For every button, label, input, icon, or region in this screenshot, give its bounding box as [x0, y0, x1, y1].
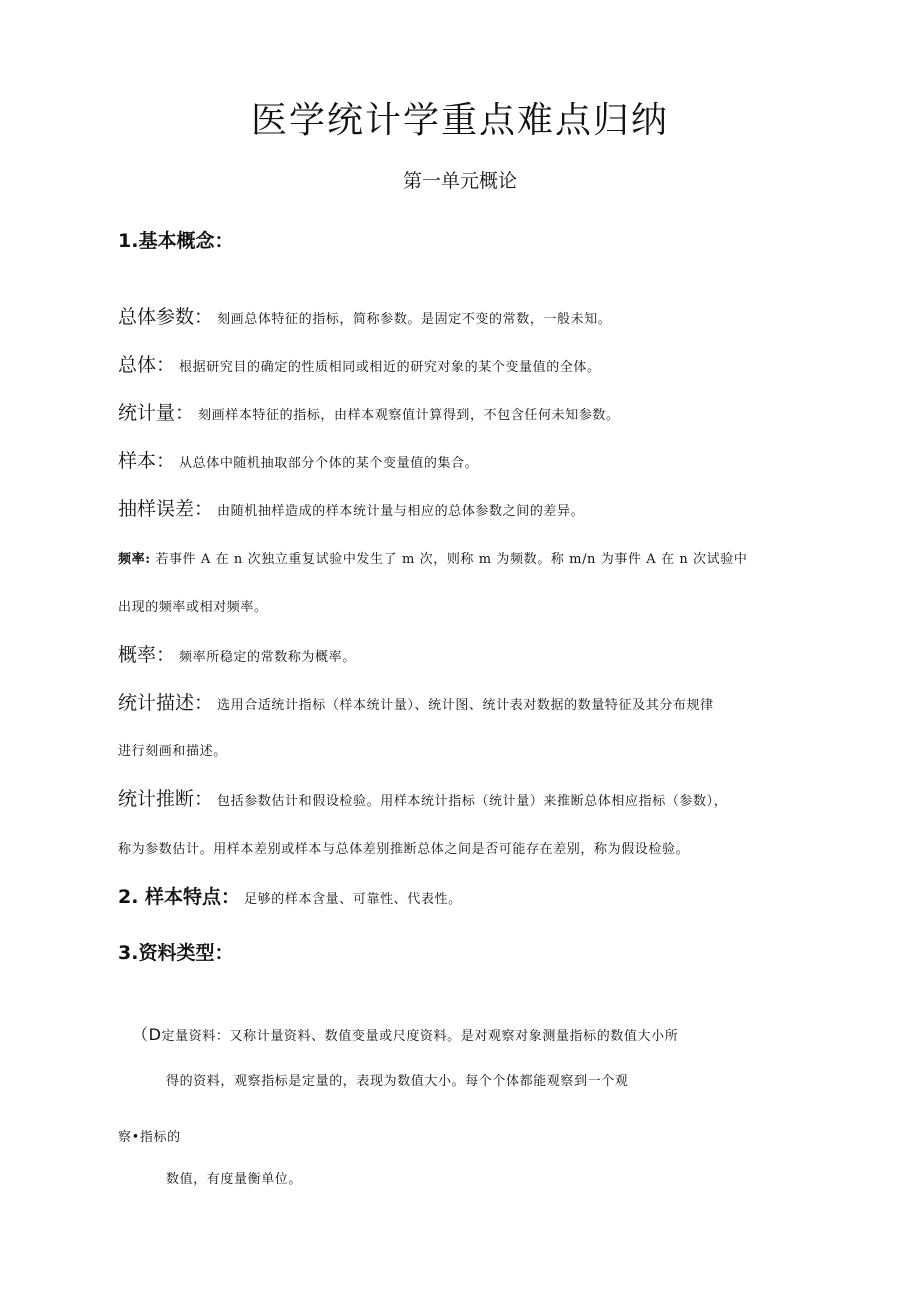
term-label: 概率： [118, 644, 176, 666]
section-2 [118, 882, 462, 909]
term-population-parameter [118, 302, 611, 329]
term-probability [118, 640, 356, 667]
quantitative-line-3: 察•指标的 [118, 1130, 181, 1145]
term-population [118, 350, 601, 377]
quantitative-line-4: 数值，有度量衡单位。 [166, 1172, 303, 1187]
term-sample [118, 446, 478, 473]
term-label: 统计推断： [118, 788, 214, 810]
term-label: 频率: [118, 552, 151, 567]
term-label: 样本： [118, 450, 176, 472]
quantitative-line-1 [132, 1022, 678, 1045]
term-label: 抽样误差： [118, 498, 214, 520]
term-definition: 刻画总体特征的指标，简称参数。是固定不变的常数，一般未知。 [217, 312, 612, 327]
term-statistical-inference [118, 784, 727, 811]
term-label: 统计量： [118, 402, 195, 424]
inference-line-2: 称为参数估计。用样本差别或样本与总体差别推断总体之间是否可能存在差别，称为假设检验。 [118, 842, 690, 857]
term-label: 统计描述： [118, 692, 214, 714]
term-label: 总体： [118, 354, 176, 376]
section-2-text: 足够的样本含量、可靠性、代表性。 [244, 892, 462, 907]
unit-title: 第一单元概论 [402, 170, 517, 192]
quantitative-text: 定量资料：又称计量资料、数值变量或尺度资料。是对观察对象测量指标的数值大小所 [161, 1029, 679, 1044]
quantitative-line-2: 得的资料，观察指标是定量的，表现为数值大小。每个个体都能观察到一个观 [166, 1074, 629, 1089]
term-definition: 刻画样本特征的指标，由样本观察值计算得到，不包含任何未知参数。 [198, 408, 620, 423]
frequency-line-2: 出现的频率或相对频率。 [118, 600, 268, 615]
term-definition: 从总体中随机抽取部分个体的某个变量值的集合。 [179, 456, 479, 471]
section-1-heading: 1.基本概念： [118, 230, 234, 252]
term-definition: 由随机抽样造成的样本统计量与相应的总体参数之间的差异。 [217, 504, 585, 519]
term-statistical-description [118, 688, 714, 715]
term-definition: 根据研究目的确定的性质相同或相近的研究对象的某个变量值的全体。 [179, 360, 601, 375]
term-definition: 选用合适统计指标（样本统计量）、统计图、统计表对数据的数量特征及其分布规律 [217, 698, 714, 713]
section-2-heading: 2. 样本特点： [118, 886, 241, 908]
term-sampling-error [118, 494, 584, 521]
section-3-heading: 3.资料类型： [118, 942, 234, 964]
document-title: 医学统计学重点难点归纳 [250, 100, 669, 141]
frequency-definition: 若事件 A 在 n 次独立重复试验中发生了 m 次，则称 m 为频数。称 m/n 为事件 A 在 n 次试验中 [155, 552, 748, 567]
term-definition: 频率所稳定的常数称为概率。 [179, 650, 356, 665]
description-line-2: 进行刻画和描述。 [118, 744, 227, 759]
term-label: 总体参数： [118, 306, 214, 328]
list-marker: （D [132, 1025, 162, 1044]
term-definition: 包括参数估计和假设检验。用样本统计指标（统计量）来推断总体相应指标（参数）， [217, 794, 728, 809]
frequency-line-1 [118, 548, 747, 567]
term-statistic [118, 398, 620, 425]
